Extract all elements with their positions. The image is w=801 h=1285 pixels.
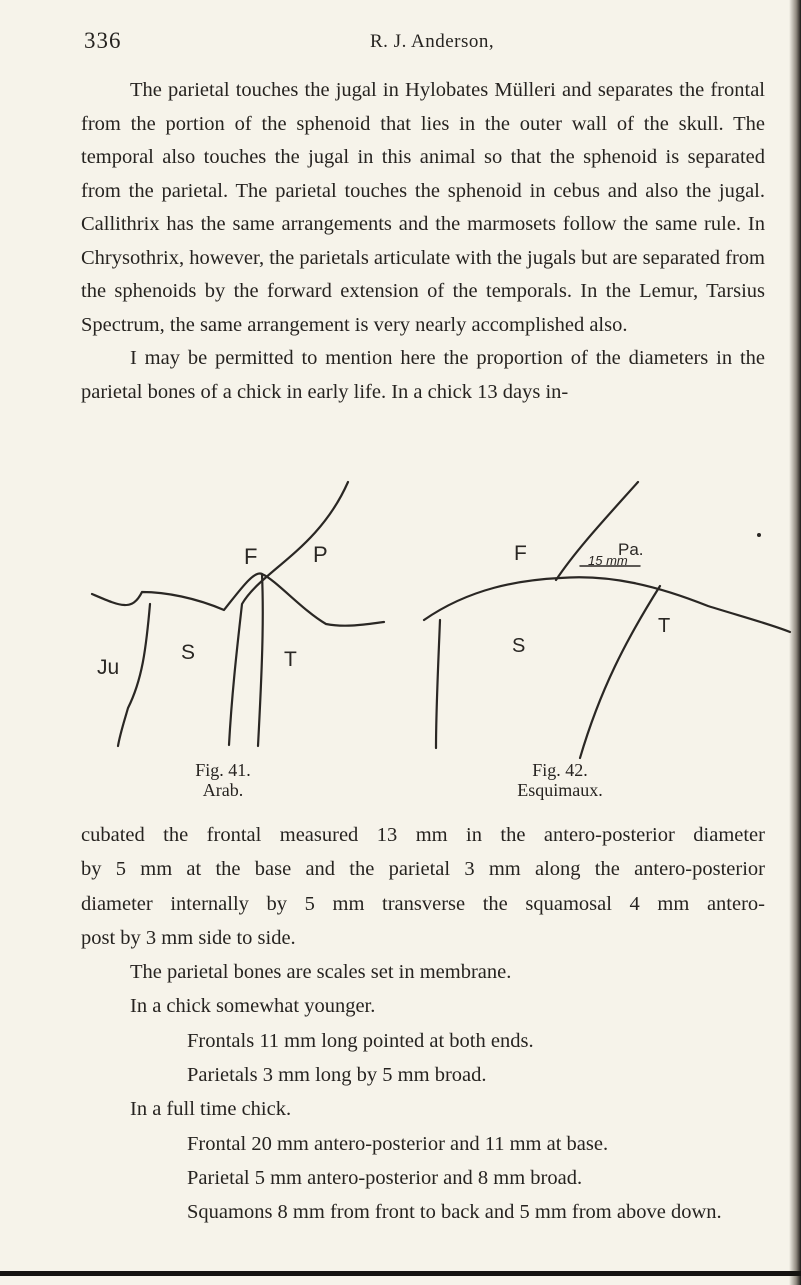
- fig42-sphenoid-line: [436, 620, 440, 748]
- page-edge-shadow: [789, 0, 801, 1285]
- fig41-caption: [123, 760, 323, 800]
- text-line: The parietal bones are scales set in membrane.: [130, 961, 512, 984]
- fig41-parietal-frontal-suture: [229, 482, 348, 745]
- fig42-caption: [460, 760, 660, 800]
- text-line: Frontals 11 mm long pointed at both ends.: [187, 1029, 534, 1052]
- fig42-label-parietal: Pa.: [618, 540, 644, 559]
- body-text-top: [81, 74, 765, 409]
- fig41-title: Arab.: [202, 780, 244, 800]
- fig41-number: Fig. 41.: [195, 760, 251, 780]
- fig41-label-temporal: T: [284, 648, 297, 671]
- bottom-rule: [0, 1271, 801, 1276]
- fig41-jugal-line: [118, 604, 150, 746]
- text-line: Frontal 20 mm antero-posterior and 11 mm at base.: [187, 1132, 609, 1155]
- fig42-upper-suture: [424, 577, 790, 632]
- figures-row: [0, 470, 801, 810]
- fig41-label-jugal: Ju: [97, 656, 120, 679]
- fig41-label-parietal: P: [313, 542, 328, 567]
- running-head: R. J. Anderson,: [370, 31, 495, 52]
- fig42-temporal-line: [580, 586, 660, 758]
- paragraph: I may be permitted to mention here the proportion of the diameters in the parietal bones of a chick in early life. In a chick 13 days in-: [81, 347, 765, 403]
- fig41-label-sphenoid: S: [181, 641, 196, 664]
- text-line: In a full time chick.: [130, 1098, 292, 1121]
- body-text-bottom: [81, 818, 765, 1230]
- text-line: Parietal 5 mm antero-posterior and 8 mm broad.: [187, 1166, 583, 1189]
- fig42-dot: [757, 533, 761, 537]
- page-header: [84, 28, 764, 58]
- fig41-upper-suture: [92, 573, 384, 625]
- fig42-label-measure: 15 mm: [588, 553, 628, 568]
- fig41-label-frontal: F: [244, 544, 258, 569]
- fig42-title: Esquimaux.: [517, 780, 603, 800]
- fig42-label-frontal: F: [514, 542, 527, 565]
- text-line: Squamons 8 mm from front to back and 5 mm from above down.: [187, 1201, 722, 1224]
- fig41-temporal-line: [258, 574, 263, 746]
- paragraph: The parietal touches the jugal in Hylobates Mülleri and separates the frontal from the portion of the sphenoid that lies in the outer wall of the skull. The temporal also touches the jugal in this animal so that the sphenoid is separated from the parietal. The parietal touches the sphenoid in cebus and also the jugal. Callithrix has the same arrangements and the marmosets follow the same rule. In Chrysothrix, however, the parietals articulate with the jugals but are separated from the sphenoids by the forward extension of the temporals. In the Lemur, Tarsius Spectrum, the same arrangement is very nearly accomplished also.: [81, 79, 765, 336]
- text-line: post by 3 mm side to side.: [81, 926, 296, 949]
- text-line: diameter internally by 5 mm transverse the squamosal 4 mm antero-: [81, 892, 765, 915]
- figure-drawings: [0, 470, 801, 810]
- fig42-label-temporal: T: [658, 615, 671, 637]
- page-number: 336: [84, 28, 122, 53]
- text-line: In a chick somewhat younger.: [130, 995, 376, 1018]
- text-line: by 5 mm at the base and the parietal 3 mm along the antero-posterior: [81, 858, 765, 881]
- text-line: Parietals 3 mm long by 5 mm broad.: [187, 1064, 487, 1087]
- text-line: cubated the frontal measured 13 mm in the antero-posterior diameter: [81, 824, 765, 846]
- fig42-number: Fig. 42.: [532, 760, 588, 780]
- fig42-label-sphenoid: S: [512, 635, 526, 657]
